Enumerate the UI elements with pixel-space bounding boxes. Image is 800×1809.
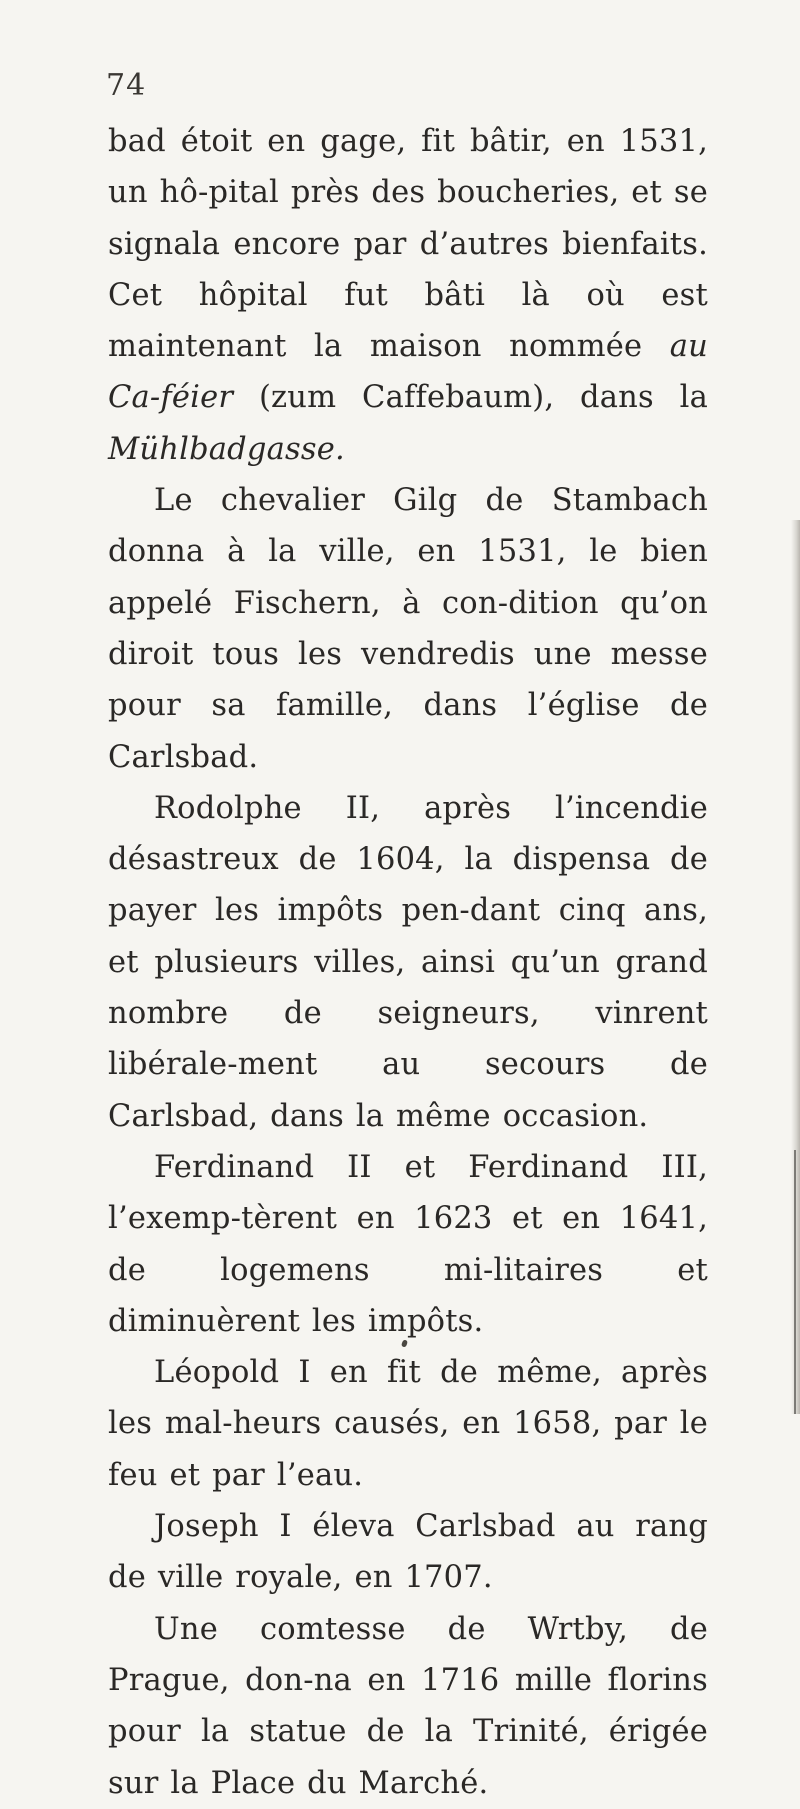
paragraph	[108, 116, 708, 475]
paragraph-text: Une comtesse de Wrtby, de Prague, don-na en 1716 mille florins pour la statue de la Trinité, érigée sur la Place du Marché.	[108, 1611, 708, 1801]
paragraph	[108, 1347, 708, 1501]
paragraph	[108, 783, 708, 1142]
paragraph-text: Le chevalier Gilg de Stambach donna à la ville, en 1531, le bien appelé Fischern, à con-dition qu’on diroit tous les vendredis une messe pour sa famille, dans l’église de Carlsbad.	[108, 483, 708, 775]
paragraph	[108, 1142, 708, 1347]
paragraph-text: Rodolphe II, après l’incendie désastreux de 1604, la dispensa de payer les impôts pen-dant cinq ans, et plusieurs villes, ainsi qu’un grand nombre de seigneurs, vinrent libérale-ment au secours de Carlsbad, dans la même occasion.	[108, 790, 708, 1134]
page-number: 74	[106, 68, 147, 103]
italic-street-name: Mühlbadgasse.	[108, 431, 345, 467]
paragraph	[108, 1604, 708, 1809]
paragraph	[108, 475, 708, 783]
paragraph-text: Ferdinand II et Ferdinand III, l’exemp-tèrent en 1623 et en 1641, de logemens mi-litaires et diminuèrent les impôts.	[108, 1149, 708, 1339]
body-text	[108, 116, 708, 1809]
page-edge-line	[794, 1150, 796, 1414]
paragraph-text: (zum Caffebaum), dans la	[233, 380, 708, 416]
italic-place-name: au Ca-féier	[108, 329, 708, 416]
paragraph	[108, 1501, 708, 1604]
paragraph-text: Joseph I éleva Carlsbad au rang de ville royale, en 1707.	[108, 1509, 708, 1596]
paragraph-text: bad étoit en gage, fit bâtir, en 1531, un hô-pital près des boucheries, et se signala encore par d’autres bienfaits. Cet hôpital fut bâti là où est maintenant la maison nommée	[108, 124, 708, 365]
paragraph-text: Léopold I en fit de même, après les mal-heurs causés, en 1658, par le feu et par l’eau.	[108, 1355, 708, 1493]
